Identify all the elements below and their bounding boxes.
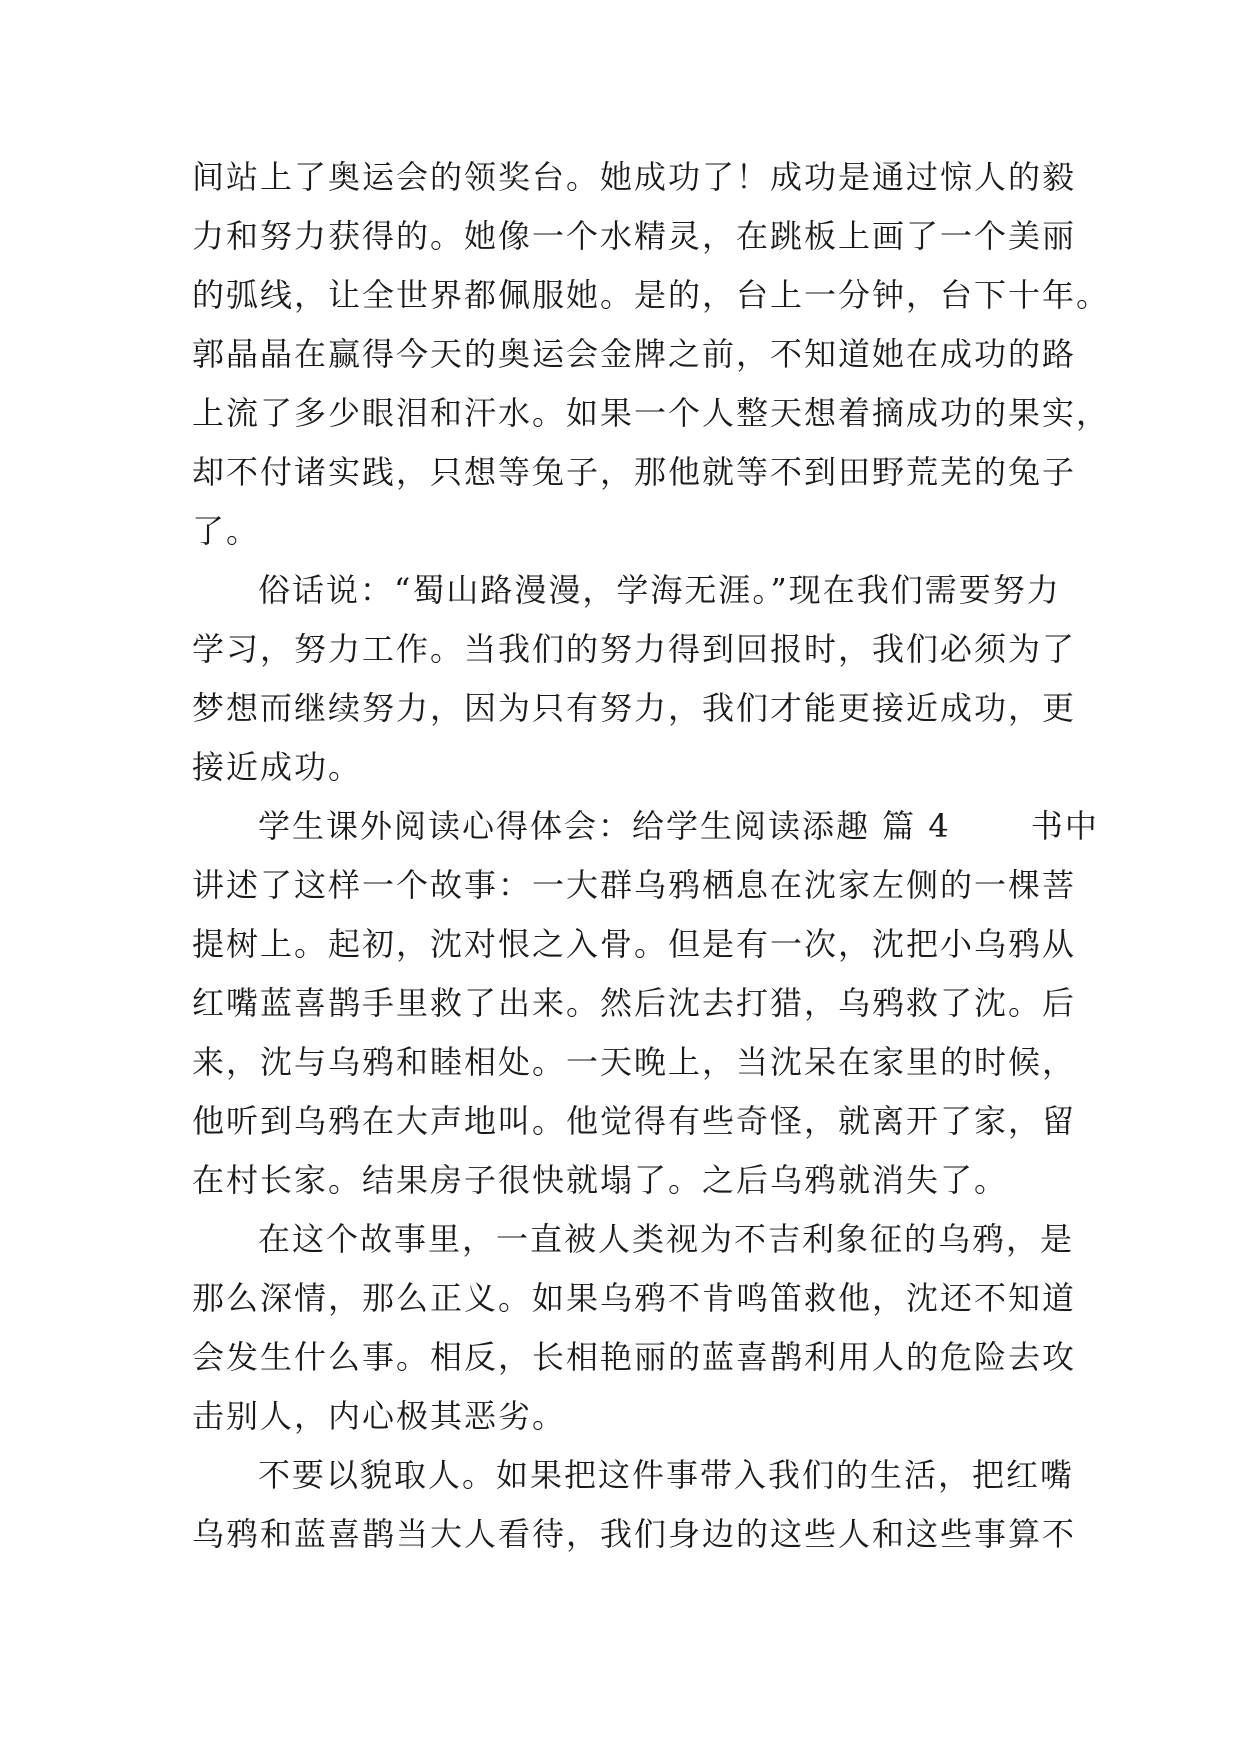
text-line: 那么深情，那么正义。如果乌鸦不肯鸣笛救他，沈还不知道 [192,1279,1077,1317]
text-line: 梦想而继续努力，因为只有努力，我们才能更接近成功，更 [192,689,1077,727]
text-line: 接近成功。 [192,748,363,786]
text-line: 红嘴蓝喜鹊手里救了出来。然后沈去打猎，乌鸦救了沈。后 [192,984,1077,1022]
text-line: 郭晶晶在赢得今天的奥运会金牌之前，不知道她在成功的路 [192,335,1077,373]
paragraph [192,797,1099,1210]
document-page [192,148,1111,1564]
text-line: 力和努力获得的。她像一个水精灵，在跳板上画了一个美丽 [192,217,1077,255]
text-line: 不要以貌取人。如果把这件事带入我们的生活，把红嘴 [258,1456,1075,1494]
text-line: 了。 [192,512,261,550]
paragraph [192,1210,1077,1446]
section-heading-line: 学生课外阅读心得体会：给学生阅读添趣 篇 4 书中 [258,807,1099,845]
text-line: 在村长家。结果房子很快就塌了。之后乌鸦就消失了。 [192,1161,1009,1199]
text-line: 来，沈与乌鸦和睦相处。一天晚上，当沈呆在家里的时候， [192,1043,1077,1081]
paragraph [192,561,1077,797]
text-line: 却不付诸实践，只想等兔子，那他就等不到田野荒芜的兔子 [192,453,1077,491]
text-line: 俗话说：“蜀山路漫漫，学海无涯。”现在我们需要努力 [258,571,1061,609]
text-line: 在这个故事里，一直被人类视为不吉利象征的乌鸦，是 [258,1220,1075,1258]
paragraph [192,148,1111,561]
text-line: 讲述了这样一个故事：一大群乌鸦栖息在沈家左侧的一棵菩 [192,866,1077,904]
text-line: 上流了多少眼泪和汗水。如果一个人整天想着摘成功的果实， [192,394,1111,432]
text-line: 学习，努力工作。当我们的努力得到回报时，我们必须为了 [192,630,1077,668]
text-line: 他听到乌鸦在大声地叫。他觉得有些奇怪，就离开了家，留 [192,1102,1077,1140]
text-line: 提树上。起初，沈对恨之入骨。但是有一次，沈把小乌鸦从 [192,925,1077,963]
paragraph [192,1446,1077,1564]
text-line: 的弧线，让全世界都佩服她。是的，台上一分钟，台下十年。 [192,276,1111,314]
text-line: 会发生什么事。相反，长相艳丽的蓝喜鹊利用人的危险去攻 [192,1338,1077,1376]
text-line: 乌鸦和蓝喜鹊当大人看待，我们身边的这些人和这些事算不 [192,1515,1077,1553]
text-line: 击别人，内心极其恶劣。 [192,1397,567,1435]
text-line: 间站上了奥运会的领奖台。她成功了！成功是通过惊人的毅 [192,158,1077,196]
